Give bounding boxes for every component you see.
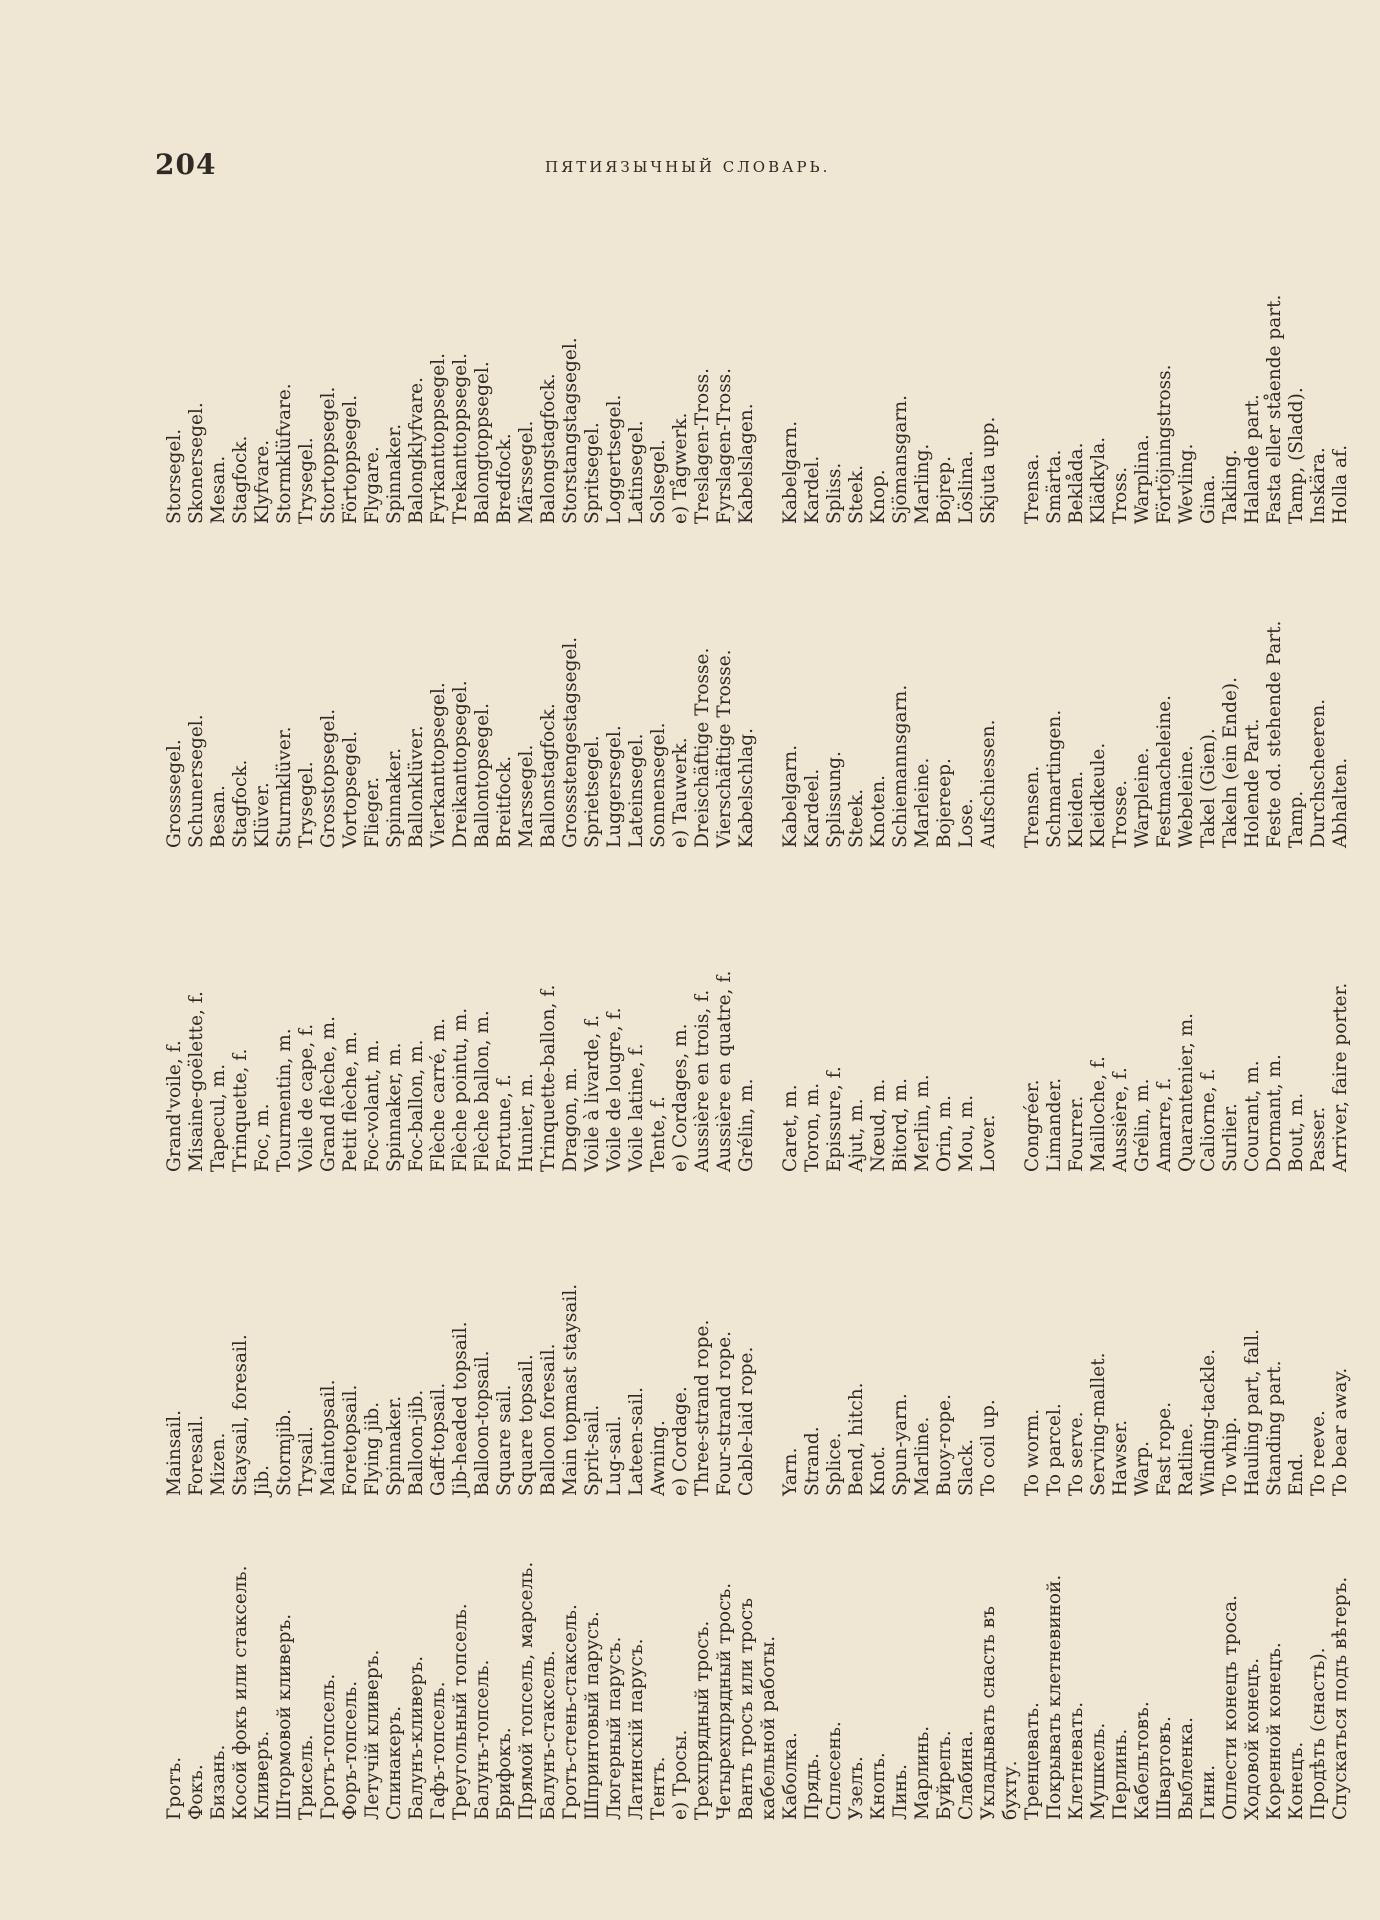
entry-french (1000, 848, 1022, 1172)
entry-french: Aussière, f. (1110, 1067, 1131, 1172)
entry-english: Hawser. (1110, 1419, 1131, 1496)
entry-german: Marleine. (912, 757, 933, 848)
entry-russian: Бизань. (208, 1744, 229, 1820)
entry-russian: Брифокъ. (494, 1727, 515, 1820)
entry-french: Flèche pointu, m. (450, 1007, 471, 1172)
entry-english: Balloon-topsail. (472, 1350, 493, 1496)
entry-english: Bend, hitch. (846, 1382, 867, 1496)
entry-french: Bout, m. (1286, 1092, 1307, 1172)
entry-german: Steek. (846, 788, 867, 848)
entry-swedish: Förtöjningstross. (1154, 364, 1175, 524)
entry-english (758, 1172, 780, 1496)
entry-english: Strand. (802, 1426, 823, 1496)
entry-german: Webeleine. (1176, 745, 1197, 848)
entry-english: To reeve. (1308, 1410, 1329, 1496)
entry-russian: Укладывать снасть въ (978, 1606, 999, 1820)
entry-swedish: Storsegel. (164, 428, 185, 524)
entry-swedish: Trysegel. (296, 437, 317, 524)
entry-german: Abhalten. (1330, 757, 1351, 848)
entry-french: Foc, m. (252, 1103, 273, 1172)
entry-swedish: Flygare. (362, 446, 383, 524)
entry-english: Four-strand rope. (714, 1330, 735, 1496)
entry-french: Dragon, m. (560, 1067, 581, 1172)
entry-german: Lose. (956, 798, 977, 848)
entry-swedish: Balongstagfock. (538, 373, 559, 524)
page-number: 204 (155, 148, 217, 181)
entry-german: Stagfock. (230, 759, 251, 848)
entry-english: Foresail. (186, 1415, 207, 1496)
entry-swedish: Märssegel. (516, 420, 537, 524)
entry-english: Marline. (912, 1416, 933, 1496)
column-english (150, 1172, 1351, 1496)
entry-german: Dreikanttopsegel. (450, 680, 471, 848)
entry-german: Grosssegel. (164, 739, 185, 848)
entry-french: Tente, f. (648, 1096, 669, 1172)
entry-russian: Балунъ-стаксель. (538, 1650, 559, 1820)
entry-russian: Кнопъ. (868, 1752, 889, 1820)
entry-german: Breitfock. (494, 755, 515, 848)
entry-russian: Прядь. (802, 1753, 823, 1820)
entry-german: Festmacheleine. (1154, 694, 1175, 848)
entry-french: Passer. (1308, 1106, 1329, 1172)
entry-french: Mou, m. (956, 1094, 977, 1172)
entry-english: To serve. (1066, 1411, 1087, 1496)
column-french (150, 848, 1351, 1172)
entry-german: Ballonstagfock. (538, 703, 559, 848)
entry-french: Grélin, m. (736, 1078, 757, 1172)
entry-english: Yarn. (780, 1447, 801, 1496)
entry-swedish: Kardel. (802, 455, 823, 524)
entry-swedish: Löslina. (956, 450, 977, 524)
entry-russian: e) Тросы. (670, 1729, 691, 1820)
entry-french: Ajut, m. (846, 1098, 867, 1172)
entry-swedish: Fyrslagen-Tross. (714, 367, 735, 524)
entry-french: Spinnaker, m. (384, 1042, 405, 1172)
entry-english: To bear away. (1330, 1367, 1351, 1496)
entry-english: e) Cordage. (670, 1386, 691, 1496)
entry-english: Mainsail. (164, 1409, 185, 1496)
entry-swedish: Stortoppsegel. (318, 386, 339, 524)
entry-german: Vortopsegel. (340, 730, 361, 848)
entry-english: Hauling part, fall. (1242, 1328, 1263, 1496)
entry-german: Sprietsegel. (582, 735, 603, 848)
entry-english: Main topmast staysail. (560, 1283, 581, 1496)
entry-swedish: Wevling. (1176, 443, 1197, 524)
entry-french: Nœud, m. (868, 1078, 889, 1172)
entry-russian: Буйрепъ. (934, 1730, 955, 1820)
entry-german: Takel (Gien). (1198, 728, 1219, 848)
entry-french: Lover. (978, 1114, 999, 1172)
entry-russian: Узелъ. (846, 1756, 867, 1820)
entry-russian: Кливеръ. (252, 1730, 273, 1820)
entry-english (1000, 1172, 1022, 1496)
entry-russian: Конецъ. (1286, 1741, 1307, 1820)
entry-english: Buoy-rope. (934, 1393, 955, 1496)
entry-russian: Летучій кливеръ. (362, 1649, 383, 1820)
entry-russian: Гини. (1198, 1764, 1219, 1820)
entry-swedish: Spritsegel. (582, 422, 603, 524)
entry-french: e) Cordages, m. (670, 1023, 691, 1172)
entry-french: Trinquette-ballon, f. (538, 984, 559, 1172)
entry-swedish: Storstangstagsegel. (560, 337, 581, 524)
entry-swedish: Warplina. (1132, 434, 1153, 524)
entry-swedish: e) Tågwerk. (670, 412, 691, 524)
entry-russian: Треугольный топсель. (450, 1603, 471, 1820)
running-header: ПЯТИЯЗЫЧНЫЙ СЛОВАРЬ. (545, 158, 831, 176)
entry-swedish: Takling. (1220, 449, 1241, 524)
entry-french: Misaine-goëlette, f. (186, 991, 207, 1172)
entry-english: Gaff-topsail. (428, 1382, 449, 1496)
entry-swedish: Trekanttoppsegel. (450, 352, 471, 524)
dictionary-table (150, 200, 1351, 1820)
entry-english: Stormjib. (274, 1408, 295, 1496)
rotated-table-body (150, 200, 1351, 1820)
entry-english: Balloon-jib. (406, 1389, 427, 1496)
entry-swedish: Spliss. (824, 462, 845, 524)
entry-french: Dormant, m. (1264, 1054, 1285, 1172)
entry-russian: Гротъ-стень-стаксель. (560, 1604, 581, 1820)
entry-swedish: Tamp, (Sladd). (1286, 387, 1307, 524)
entry-english: Jib. (252, 1464, 273, 1496)
entry-german: Flieger. (362, 776, 383, 848)
entry-german: Durchscheeren. (1308, 698, 1329, 848)
entry-swedish: Beklåda. (1066, 442, 1087, 524)
entry-french: Grand'voile, f. (164, 1040, 185, 1172)
entry-russian: Балунъ-кливеръ. (406, 1655, 427, 1820)
entry-russian: Оплести конецъ троса. (1220, 1594, 1241, 1820)
entry-english: Flying jib. (362, 1401, 383, 1496)
entry-german: Kardeel. (802, 768, 823, 848)
entry-russian: Тентъ. (648, 1756, 669, 1820)
entry-russian: бухту. (1000, 1760, 1021, 1820)
entry-english: Serving-mallet. (1088, 1352, 1109, 1496)
entry-english: Square sail. (494, 1384, 515, 1496)
entry-swedish: Spinnaker. (384, 423, 405, 524)
entry-german: Holende Part. (1242, 718, 1263, 848)
entry-swedish: Bredfock. (494, 433, 515, 524)
entry-russian: Гафъ-топсель. (428, 1681, 449, 1820)
entry-russian: Каболка. (780, 1732, 801, 1820)
entry-french: Flèche carré, m. (428, 1017, 449, 1172)
entry-english: Fast rope. (1154, 1401, 1175, 1496)
entry-swedish: Sjömansgarn. (890, 394, 911, 524)
entry-english: Ratline. (1176, 1422, 1197, 1496)
entry-russian: Перлинь. (1110, 1728, 1131, 1820)
entry-swedish: Balongklyfvare. (406, 376, 427, 524)
entry-german: Aufschiessen. (978, 719, 999, 848)
entry-russian: Кабельтовъ. (1132, 1701, 1153, 1820)
entry-swedish: Trensa. (1022, 453, 1043, 524)
entry-russian: Латинскій парусъ. (626, 1638, 647, 1820)
entry-russian: Сплесень. (824, 1721, 845, 1820)
entry-french: Foc-volant, m. (362, 1039, 383, 1172)
entry-swedish: Holla af. (1330, 444, 1351, 524)
entry-russian: Балунъ-топсель. (472, 1659, 493, 1820)
entry-swedish: Skjuta upp. (978, 416, 999, 524)
entry-french: Fortune, f. (494, 1074, 515, 1172)
entry-german: Trosse. (1110, 779, 1131, 848)
entry-german: Dreischäftige Trosse. (692, 647, 713, 848)
entry-german: Schmartingen. (1044, 709, 1065, 848)
entry-english: Standing part. (1264, 1360, 1285, 1496)
entry-german: Marssegel. (516, 744, 537, 848)
entry-german: Ballontopsegel. (472, 703, 493, 848)
entry-english: Three-strand rope. (692, 1319, 713, 1496)
entry-german: Kleiden. (1066, 770, 1087, 848)
entry-swedish: Smärta. (1044, 449, 1065, 524)
entry-english: Spinnaker. (384, 1395, 405, 1496)
entry-swedish (1000, 200, 1022, 524)
column-russian (150, 1496, 1351, 1820)
entry-german: Lateinsegel. (626, 733, 647, 848)
entry-german: Grosstopsegel. (318, 708, 339, 848)
entry-german: Trysegel. (296, 761, 317, 848)
entry-french: Trinquette, f. (230, 1048, 251, 1172)
entry-english: Mizen. (208, 1432, 229, 1496)
entry-russian: Клетневать. (1066, 1701, 1087, 1820)
entry-english: Sprit-sail. (582, 1404, 603, 1496)
entry-russian: Ходовой конецъ. (1242, 1657, 1263, 1820)
entry-russian: Линь. (890, 1763, 911, 1820)
entry-swedish: Marling. (912, 443, 933, 524)
entry-swedish: Halande part. (1242, 394, 1263, 524)
entry-swedish: Kabelslagen. (736, 403, 757, 524)
column-german (150, 524, 1351, 848)
entry-russian: Слабина. (956, 1730, 977, 1820)
entry-swedish: Mesan. (208, 455, 229, 524)
entry-swedish: Kabelgarn. (780, 420, 801, 524)
entry-english: Winding-tackle. (1198, 1348, 1219, 1496)
entry-german: Kabelschlag. (736, 728, 757, 848)
entry-swedish: Treslagen-Tross. (692, 367, 713, 524)
entry-english: To parcel. (1044, 1403, 1065, 1496)
entry-german: Sonnensegel. (648, 722, 669, 848)
entry-german: Sturmklüver. (274, 726, 295, 848)
entry-french: Courant, m. (1242, 1060, 1263, 1172)
entry-german: Schiemannsgarn. (890, 684, 911, 848)
entry-german: Trensen. (1022, 765, 1043, 848)
entry-french: Tapecul, m. (208, 1063, 229, 1172)
entry-russian: Выбленка. (1176, 1717, 1197, 1820)
entry-french: Mailloche, f. (1088, 1056, 1109, 1172)
entry-english: Spun-yarn. (890, 1393, 911, 1496)
entry-german: Bojereep. (934, 758, 955, 848)
entry-russian: кабельной работы. (758, 1635, 779, 1820)
entry-swedish: Solsegel. (648, 439, 669, 524)
entry-french: Voile latine, f. (626, 1043, 647, 1172)
entry-english: Square topsail. (516, 1354, 537, 1496)
entry-russian: Трисель. (296, 1734, 317, 1820)
entry-russian: Мушкель. (1088, 1722, 1109, 1820)
entry-russian: Марлинь. (912, 1725, 933, 1820)
entry-french: Grand flèche, m. (318, 1016, 339, 1172)
entry-french: Amarre, f. (1154, 1077, 1175, 1172)
entry-french: Aussière en quatre, f. (714, 970, 735, 1172)
entry-swedish: Förtoppsegel. (340, 394, 361, 524)
entry-french: Voile à livarde, f. (582, 1014, 603, 1172)
entry-french: Surlier. (1220, 1103, 1241, 1172)
entry-russian: Прямой топсель, марсель. (516, 1561, 537, 1820)
entry-french: Arriver, faire porter. (1330, 982, 1351, 1172)
entry-english: To whip. (1220, 1416, 1241, 1496)
entry-french: Petit flèche, m. (340, 1031, 361, 1172)
entry-swedish: Latinsegel. (626, 420, 647, 524)
entry-french: Caliorne, f. (1198, 1068, 1219, 1172)
entry-russian: Шпринтовый парусъ. (582, 1611, 603, 1820)
entry-german (758, 524, 780, 848)
entry-swedish: Skonersegel. (186, 402, 207, 524)
entry-french: Aussière en trois, f. (692, 989, 713, 1172)
entry-french: Hunier, m. (516, 1073, 537, 1172)
entry-german: Vierkanttopsegel. (428, 682, 449, 848)
entry-german: Grossstengestagsegel. (560, 636, 581, 848)
entry-english: Trysail. (296, 1426, 317, 1496)
entry-french: Caret, m. (780, 1084, 801, 1172)
entry-french: Toron, m. (802, 1082, 823, 1172)
entry-english: To coil up. (978, 1399, 999, 1496)
entry-swedish: Klyfvare. (252, 439, 273, 524)
entry-russian: Покрывать клетневиной. (1044, 1574, 1065, 1820)
entry-english: Warp. (1132, 1440, 1153, 1496)
entry-german: Takeln (ein Ende). (1220, 677, 1241, 848)
entry-french: Limander. (1044, 1077, 1065, 1172)
entry-french: Grélin, m. (1132, 1078, 1153, 1172)
entry-russian: Фокъ. (186, 1764, 207, 1820)
entry-swedish: Steek. (846, 464, 867, 524)
entry-french: Congréer. (1022, 1079, 1043, 1172)
entry-english: Knot. (868, 1445, 889, 1496)
entry-german: Ballonklüver. (406, 725, 427, 848)
entry-german: Warpleine. (1132, 747, 1153, 848)
entry-russian: Четырехпрядный тросъ. (714, 1582, 735, 1820)
entry-russian: Трехпрядный тросъ. (692, 1620, 713, 1820)
entry-english: Foretopsail. (340, 1384, 361, 1496)
entry-russian: Косой фокъ или стаксель. (230, 1565, 251, 1820)
entry-english: Cable-laid rope. (736, 1346, 757, 1496)
entry-french: Fourrer. (1066, 1095, 1087, 1172)
entry-english: Jib-headed topsail. (450, 1321, 471, 1496)
entry-swedish: Loggertsegel. (604, 394, 625, 524)
entry-french: Merlin, m. (912, 1074, 933, 1172)
entry-german: Schunersegel. (186, 714, 207, 848)
entry-swedish: Balongtoppsegel. (472, 361, 493, 524)
entry-german: Tamp. (1286, 790, 1307, 848)
entry-swedish: Knop. (868, 469, 889, 524)
entry-german: e) Tauwerk. (670, 737, 691, 848)
entry-german: Spinnaker. (384, 747, 405, 848)
entry-french: Voile de cape, f. (296, 1023, 317, 1172)
entry-french: Flèche ballon, m. (472, 1010, 493, 1172)
entry-russian: Штормовой кливеръ. (274, 1613, 295, 1820)
entry-english: Balloon foresail. (538, 1343, 559, 1496)
entry-russian: Продѣть (снасть). (1308, 1647, 1329, 1820)
entry-russian: Тренцевать. (1022, 1702, 1043, 1820)
entry-german (1000, 524, 1022, 848)
entry-english: Lateen-sail. (626, 1386, 647, 1496)
entry-french: Quarantenier, m. (1176, 1012, 1197, 1172)
entry-russian: Форъ-топсель. (340, 1680, 361, 1820)
entry-german: Knoten. (868, 774, 889, 848)
entry-german: Vierschäftige Trosse. (714, 649, 735, 848)
entry-french: Foc-ballon, m. (406, 1039, 427, 1172)
entry-swedish (758, 200, 780, 524)
entry-english: Slack. (956, 1438, 977, 1496)
entry-english: Awning. (648, 1420, 669, 1496)
entry-english: To worm. (1022, 1408, 1043, 1496)
entry-russian: Спинакеръ. (384, 1705, 405, 1820)
entry-french: Bitord, m. (890, 1078, 911, 1172)
entry-russian: Ванть тросъ или тросъ (736, 1597, 757, 1820)
entry-german: Feste od. stehende Part. (1264, 620, 1285, 848)
entry-english: Splice. (824, 1432, 845, 1496)
entry-german: Kabelgarn. (780, 744, 801, 848)
entry-french: Tourmentin, m. (274, 1028, 295, 1172)
entry-swedish: Stagfock. (230, 435, 251, 524)
entry-german: Splissung. (824, 751, 845, 848)
entry-swedish: Tross. (1110, 466, 1131, 524)
entry-russian: Коренной конецъ. (1264, 1642, 1285, 1820)
entry-russian: Гротъ. (164, 1756, 185, 1820)
entry-russian: Гротъ-топсель. (318, 1673, 339, 1820)
entry-swedish: Fasta eller stående part. (1264, 294, 1285, 524)
entry-french: Voile de lougre, f. (604, 1007, 625, 1172)
column-swedish (150, 200, 1351, 524)
entry-swedish: Klädkyla. (1088, 436, 1109, 524)
entry-swedish: Inskära. (1308, 447, 1329, 524)
entry-english: Lug-sail. (604, 1415, 625, 1496)
entry-french: Orin, m. (934, 1094, 955, 1172)
entry-german: Besan. (208, 785, 229, 848)
entry-russian: Люгерный парусъ. (604, 1636, 625, 1820)
entry-german: Luggersegel. (604, 725, 625, 848)
entry-german: Klüver. (252, 782, 273, 848)
entry-english: Staysail, foresail. (230, 1334, 251, 1496)
entry-swedish: Stormklüfvare. (274, 383, 295, 524)
entry-swedish: Bojrep. (934, 456, 955, 524)
entry-german: Kleidkeule. (1088, 742, 1109, 848)
entry-english: End. (1286, 1452, 1307, 1496)
entry-french: Epissure, f. (824, 1066, 845, 1172)
entry-swedish: Gina. (1198, 474, 1219, 524)
entry-russian: Спускаться подъ вѣтеръ. (1330, 1576, 1351, 1820)
entry-swedish: Fyrkanttoppsegel. (428, 352, 449, 524)
entry-russian: Швартовъ. (1154, 1716, 1175, 1820)
entry-english: Maintopsail. (318, 1379, 339, 1496)
entry-french (758, 848, 780, 1172)
